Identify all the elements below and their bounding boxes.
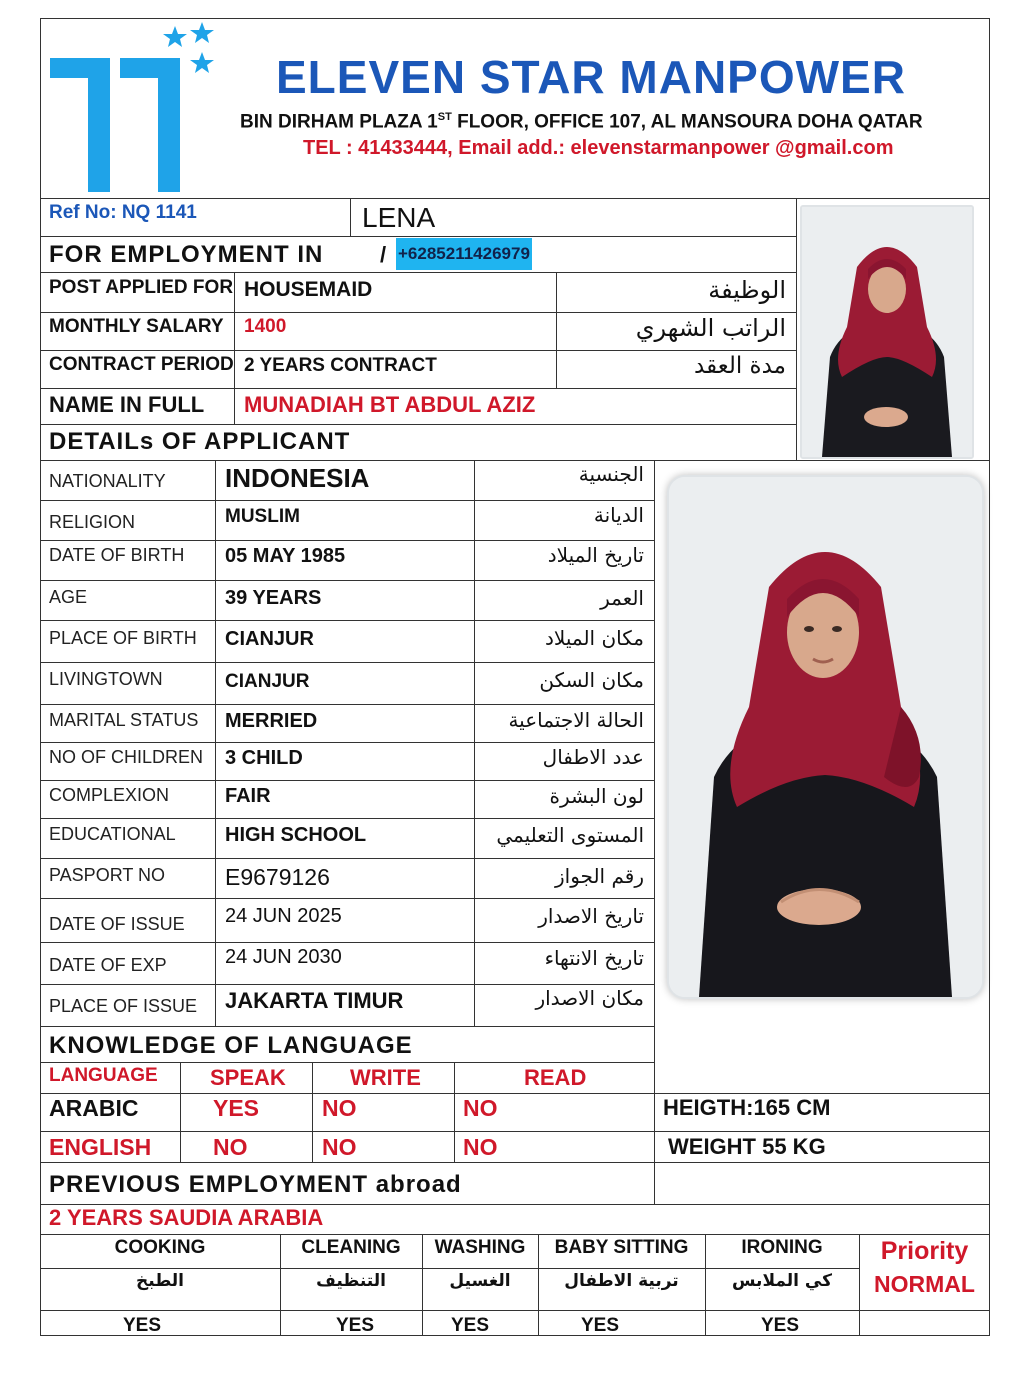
- divider: [40, 272, 796, 273]
- divider: [40, 1162, 990, 1163]
- divider: [454, 1062, 455, 1162]
- detail-label: DATE OF ISSUE: [49, 914, 185, 934]
- detail-value: MERRIED: [225, 710, 318, 732]
- employment-label: FOR EMPLOYMENT IN: [49, 241, 324, 268]
- detail-label: LIVINGTOWN: [49, 669, 163, 689]
- divider: [40, 350, 796, 351]
- applicant-weight: WEIGHT 55 KG: [668, 1134, 826, 1159]
- detail-value: JAKARTA TIMUR: [225, 988, 404, 1013]
- applicant-nickname: LENA: [362, 202, 436, 233]
- divider: [40, 540, 654, 541]
- detail-arabic: العمر: [600, 586, 644, 610]
- skill-value: YES: [335, 1315, 375, 1336]
- applicant-height: HEIGTH:165 CM: [663, 1095, 831, 1120]
- divider: [40, 1234, 990, 1235]
- detail-label: AGE: [49, 587, 88, 607]
- detail-value: CIANJUR: [225, 671, 310, 692]
- detail-value: FAIR: [225, 785, 271, 807]
- divider: [40, 662, 654, 663]
- employment-phone: +6285211426979: [396, 238, 532, 270]
- detail-label: PLACE OF BIRTH: [49, 628, 197, 648]
- detail-arabic: الديانة: [593, 503, 644, 527]
- detail-arabic: تاريخ الانتهاء: [544, 946, 644, 970]
- detail-value: 24 JUN 2030: [225, 946, 342, 968]
- detail-label: PASPORT NO: [49, 865, 166, 885]
- divider: [234, 388, 235, 424]
- divider: [40, 424, 796, 425]
- divider: [180, 1062, 181, 1162]
- divider: [40, 780, 654, 781]
- skill-arabic: تربية الاطفال: [564, 1271, 679, 1291]
- divider: [40, 1062, 654, 1063]
- previous-employment-value: 2 YEARS SAUDIA ARABIA: [49, 1205, 324, 1230]
- detail-arabic: مكان السكن: [539, 668, 644, 692]
- skill-arabic: كي الملابس: [732, 1271, 832, 1291]
- detail-value: HIGH SCHOOL: [225, 824, 367, 846]
- details-title: DETAILs OF APPLICANT: [49, 428, 351, 455]
- language-header-speak: SPEAK: [210, 1065, 286, 1090]
- skill-value: YES: [760, 1315, 800, 1336]
- salary-arabic: الراتب الشهري: [635, 314, 786, 342]
- divider: [556, 272, 557, 388]
- applicant-photo-large: [667, 475, 984, 999]
- divider: [234, 272, 235, 388]
- salary-value: 1400: [244, 316, 287, 337]
- detail-value: 05 MAY 1985: [225, 545, 346, 567]
- post-label: POST APPLIED FOR: [49, 277, 234, 298]
- divider: [350, 198, 351, 236]
- language-read: NO: [463, 1134, 498, 1160]
- divider: [40, 312, 796, 313]
- priority-value: NORMAL: [874, 1271, 975, 1297]
- detail-arabic: مكان الميلاد: [545, 626, 644, 650]
- language-write: NO: [322, 1095, 357, 1121]
- language-header-language: LANGUAGE: [49, 1065, 158, 1086]
- divider: [40, 1131, 990, 1132]
- divider: [40, 742, 654, 743]
- detail-value: MUSLIM: [225, 506, 300, 527]
- salary-label: MONTHLY SALARY: [49, 316, 224, 337]
- divider: [40, 236, 796, 237]
- previous-employment-title: PREVIOUS EMPLOYMENT abroad: [49, 1171, 462, 1198]
- skill-arabic: التنظيف: [316, 1271, 386, 1291]
- divider: [40, 460, 990, 461]
- divider: [40, 898, 654, 899]
- detail-label: COMPLEXION: [49, 785, 170, 805]
- post-arabic: الوظيفة: [708, 276, 786, 304]
- divider: [40, 500, 654, 501]
- contract-arabic: مدة العقد: [694, 353, 786, 379]
- logo-digit-one-right: [120, 58, 180, 192]
- detail-value: 24 JUN 2025: [225, 905, 342, 927]
- detail-arabic: مكان الاصدار: [535, 986, 644, 1010]
- priority-label: Priority: [880, 1237, 969, 1265]
- employment-slash: /: [380, 242, 387, 267]
- company-name: ELEVEN STAR MANPOWER: [276, 51, 906, 103]
- address-rest: FLOOR, OFFICE 107, AL MANSOURA DOHA QATAR: [451, 111, 923, 133]
- language-header-write: WRITE: [350, 1065, 421, 1090]
- divider: [40, 1268, 860, 1269]
- detail-arabic: عدد الاطفال: [542, 745, 644, 769]
- skill-name: WASHING: [434, 1237, 526, 1258]
- detail-label: EDUCATIONAL: [49, 824, 176, 844]
- detail-arabic: تاريخ الميلاد: [547, 543, 644, 567]
- detail-value: CIANJUR: [225, 628, 314, 650]
- skill-name: BABY SITTING: [554, 1237, 689, 1258]
- divider: [312, 1062, 313, 1162]
- language-name: ARABIC: [49, 1095, 139, 1121]
- skill-arabic: الغسيل: [449, 1271, 511, 1291]
- detail-arabic: الجنسية: [578, 462, 644, 486]
- divider: [40, 620, 654, 621]
- skill-value: YES: [450, 1315, 490, 1336]
- divider: [40, 580, 654, 581]
- detail-arabic: الحالة الاجتماعية: [508, 708, 644, 732]
- company-logo: [48, 20, 218, 196]
- skill-value: YES: [580, 1315, 620, 1336]
- address-main: BIN DIRHAM PLAZA 1: [240, 111, 438, 133]
- detail-value: E9679126: [225, 864, 330, 890]
- company-address: [240, 112, 923, 131]
- skill-name: IRONING: [741, 1237, 823, 1258]
- language-write: NO: [322, 1134, 357, 1160]
- detail-value: 39 YEARS: [225, 587, 322, 609]
- fullname-label: NAME IN FULL: [49, 392, 205, 417]
- divider: [40, 704, 654, 705]
- logo-star-icon: [190, 52, 214, 73]
- divider: [40, 818, 654, 819]
- fullname-value: MUNADIAH BT ABDUL AZIZ: [244, 392, 536, 417]
- logo-star-icon: [163, 26, 187, 47]
- skill-value: YES: [122, 1315, 162, 1336]
- detail-arabic: رقم الجواز: [555, 864, 644, 888]
- company-contact: TEL : 41433444, Email add.: elevenstarmanpower @gmail.com: [303, 137, 894, 159]
- language-name: ENGLISH: [49, 1134, 152, 1160]
- language-speak: NO: [213, 1134, 248, 1160]
- contract-value: 2 YEARS CONTRACT: [244, 355, 437, 376]
- detail-value: 3 CHILD: [225, 747, 303, 769]
- language-header-read: READ: [524, 1065, 587, 1090]
- skill-arabic: الطبخ: [136, 1271, 184, 1291]
- detail-arabic: المستوى التعليمي: [496, 823, 644, 847]
- divider: [40, 942, 654, 943]
- divider: [40, 858, 654, 859]
- detail-label: DATE OF BIRTH: [49, 545, 185, 565]
- applicant-photo-small: [800, 205, 974, 459]
- skill-name: CLEANING: [301, 1237, 401, 1258]
- divider: [40, 984, 654, 985]
- language-speak: YES: [213, 1095, 260, 1121]
- divider: [40, 198, 990, 199]
- detail-value: INDONESIA: [225, 463, 370, 493]
- detail-label: PLACE OF ISSUE: [49, 996, 198, 1016]
- divider: [796, 198, 797, 460]
- detail-arabic: لون البشرة: [549, 784, 644, 808]
- post-value: HOUSEMAID: [244, 278, 373, 301]
- language-read: NO: [463, 1095, 498, 1121]
- divider: [40, 1093, 990, 1094]
- language-title: KNOWLEDGE OF LANGUAGE: [49, 1032, 413, 1059]
- logo-star-icon: [190, 22, 214, 43]
- ref-number: Ref No: NQ 1141: [49, 202, 197, 223]
- detail-arabic: تاريخ الاصدار: [538, 904, 644, 928]
- detail-label: RELIGION: [49, 512, 136, 532]
- contract-label: CONTRACT PERIOD: [49, 354, 234, 375]
- detail-label: MARITAL STATUS: [49, 710, 199, 730]
- detail-label: NO OF CHILDREN: [49, 747, 204, 767]
- detail-label: DATE OF EXP: [49, 955, 167, 975]
- divider: [40, 1026, 654, 1027]
- logo-digit-one-left: [50, 58, 110, 192]
- detail-label: NATIONALITY: [49, 471, 166, 491]
- divider: [40, 388, 796, 389]
- skill-name: COOKING: [114, 1237, 206, 1258]
- address-sup: ST: [437, 111, 452, 123]
- divider: [40, 1310, 990, 1311]
